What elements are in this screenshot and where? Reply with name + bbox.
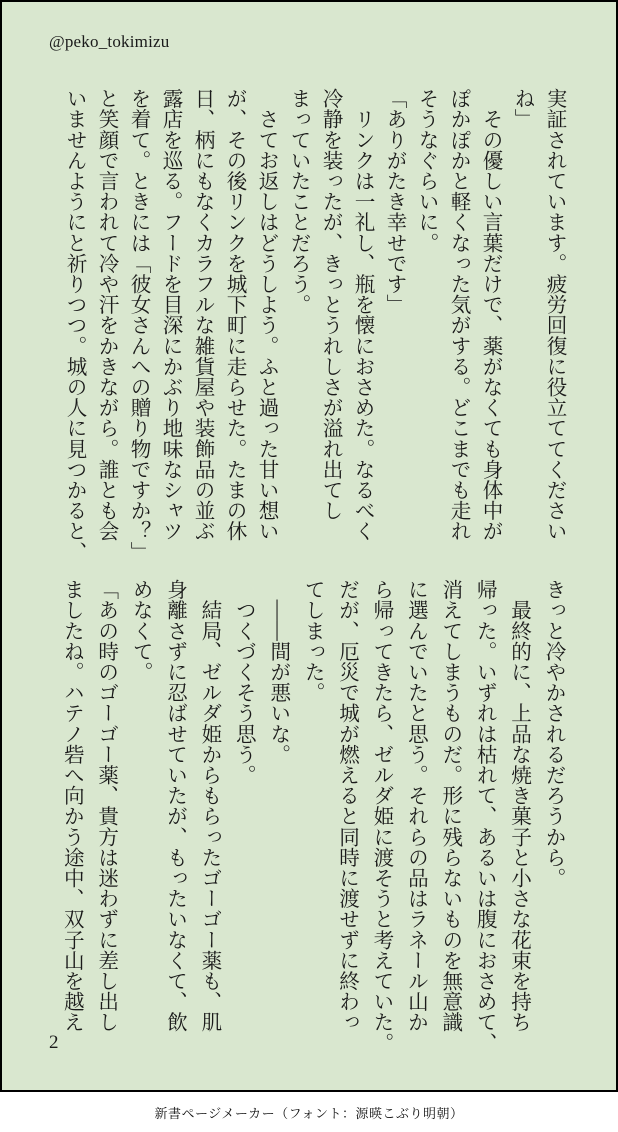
text-line: 身離さずに忍ばせていたが、もったいなくて、飲 [163,579,186,1033]
text-line: めなくて。 [129,579,152,682]
text-line: ら帰ってきたら、ゼルダ姫に渡そうと考えていた。 [369,579,392,1053]
text-line: いませんようにと祈りつつ。城の人に見つかると、 [63,88,85,562]
text-line: その優しい言葉だけで、薬がなくても身体中が [479,88,501,542]
text-line: 結局、ゼルダ姫からもらったゴーゴー薬も、肌 [197,579,220,1033]
text-line: 露店を巡る。フードを目深にかぶり地味なシャツ [159,88,181,542]
footer [0,1092,618,1132]
text-line: 冷静を装ったが、きっとうれしさが溢れ出てし [319,88,341,521]
text-line: ――間が悪いな。 [266,579,289,765]
text-line: が、その後リンクを城下町に走らせた。たまの休 [223,88,245,542]
text-line: 最終的に、上品な焼き菓子と小さな花束を持ち [507,579,530,1033]
text-line: てしまった。 [301,579,324,703]
text-line: 日、柄にもなくカラフルな雑貨屋や装飾品の並ぶ [191,88,213,542]
text-line: まっていたことだろう。 [287,88,309,315]
bottom-text-block [48,579,570,1053]
page-number: 2 [49,1032,59,1053]
text-line: きっと冷やかされるだろうから。 [542,579,564,888]
text-line: 実証されています。疲労回復に役立ててください [543,88,565,542]
text-line: 帰った。いずれは枯れて、あるいは腹におさめて、 [473,579,496,1053]
text-line: を着て。ときには「彼女さんへの贈り物ですか？」 [127,88,149,562]
text-line: 「あの時のゴーゴー薬、貴方は迷わずに差し出し [94,579,117,1033]
text-line: と笑顔で言われて冷や汗をかきながら。誰とも会 [95,88,117,542]
text-line: だが、厄災で城が燃えると同時に渡せずに終わっ [335,579,358,1033]
text-line: 消えてしまうものだ。形に残らないものを無意識 [438,579,461,1033]
text-line: つくづくそう思う。 [232,579,255,785]
text-line: 「ありがたき幸せです」 [383,88,405,315]
text-line: そうなぐらいに。 [415,88,437,253]
top-text-block [48,88,570,562]
text-line: リンクは一礼し、瓶を懐におさめた。なるべく [351,88,373,542]
username-label: @peko_tokimizu [49,32,170,51]
text-line: ぽかぽかと軽くなった気がする。どこまでも走れ [447,88,469,542]
generator-credit: 新書ページメーカー（フォント：源暎こぶり明朝） [154,1105,464,1121]
text-line: ね」 [511,88,533,130]
text-line: ましたね。ハテノ砦へ向かう途中、双子山を越え [60,579,83,1033]
text-line: に選んでいたと思う。それらの品はラネール山か [404,579,427,1033]
text-line: さてお返しはどうしよう。ふと過った甘い想い [255,88,277,542]
